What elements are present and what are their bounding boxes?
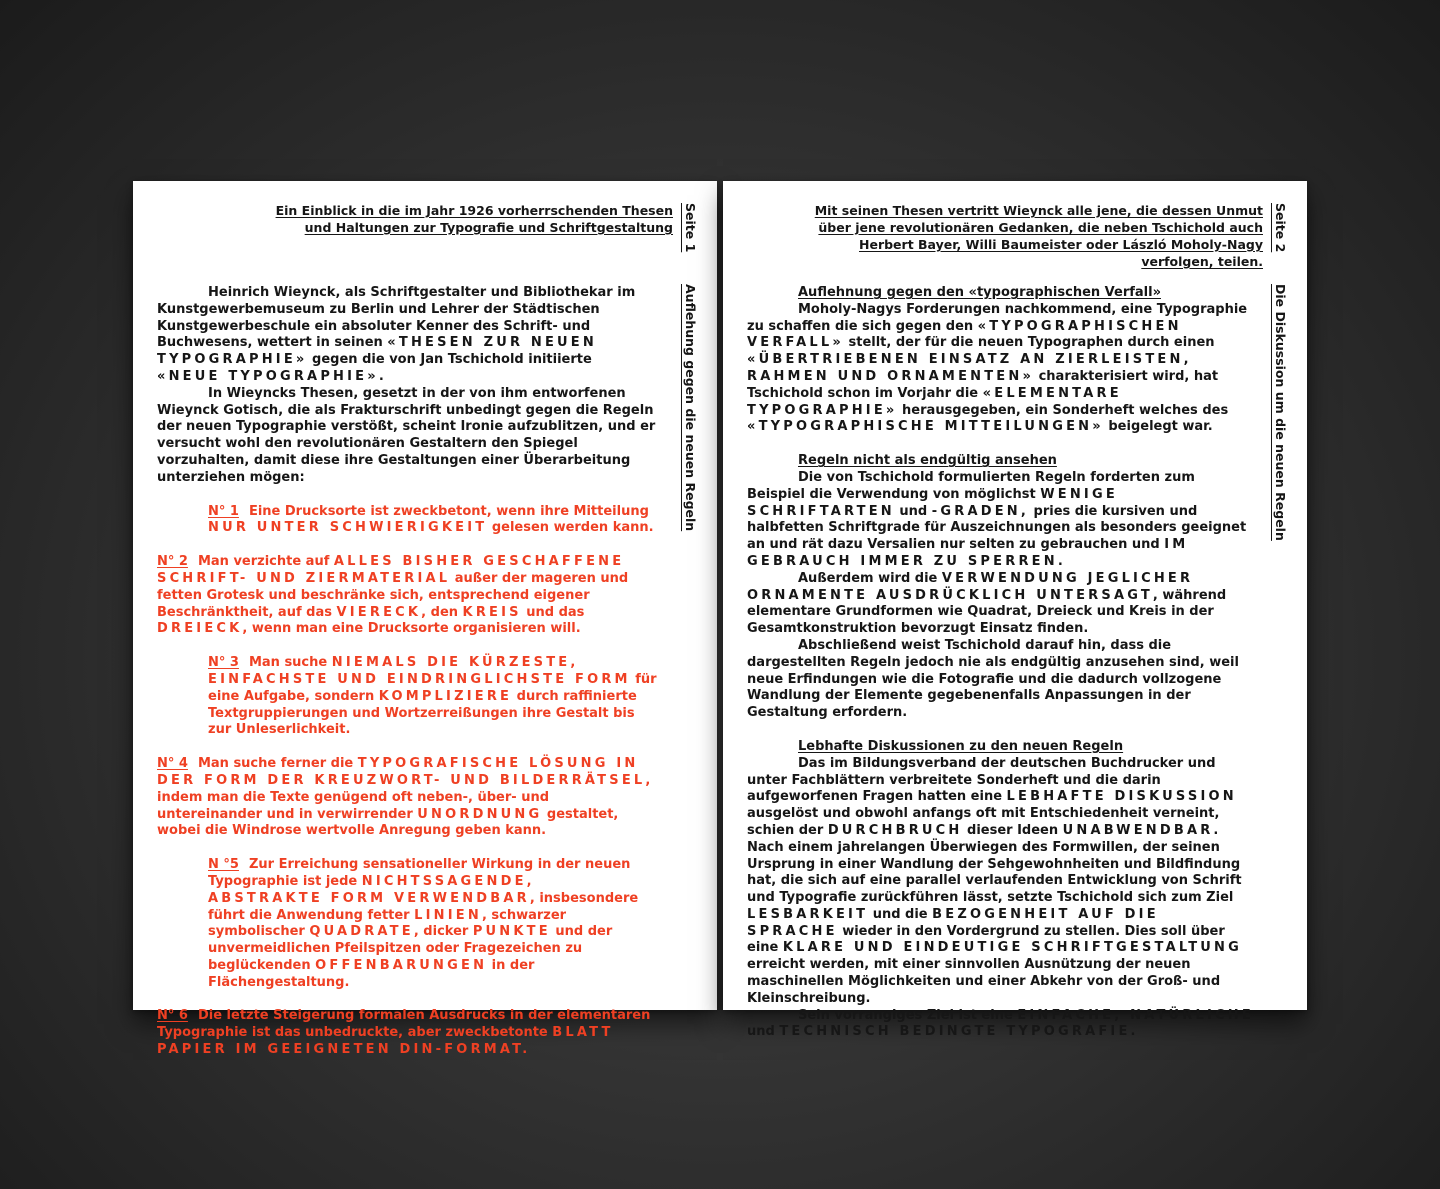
text-span: durch raffinierte Textgruppierungen und Wortzerreißungen ihre Gestalt bis zur Unleserlichkeit. [208, 688, 637, 738]
text-span: stellt, der für die neuen Typographen durch einen [843, 335, 1215, 351]
page-2 [723, 181, 1307, 1040]
text-span: , schwarzer symbolischer [208, 907, 567, 940]
text-span: wieder in den Vordergrund zu stellen. Dies soll über eine [747, 923, 1225, 956]
section-2-paragraph-1 [747, 470, 1255, 571]
spaced-term: UNABWENDBAR [1062, 822, 1214, 838]
thesis-2 [157, 554, 657, 638]
text-span: , wenn man eine Drucksorte organisieren will. [242, 621, 581, 637]
page-1 [133, 181, 717, 1058]
spaced-term: OFFENBARUNGEN [315, 957, 488, 973]
section-2-paragraph-3: Abschließend weist Tschichold darauf hin, dass die dargestellten Regeln jedoch nie als endgültig anzusehen sind, weil neue Erfindungen wie die Fotografie und die dadurch vollzogene Wandlung der Elemente gegebenenfalls Anpassungen in der Gestaltung erfordern. [747, 637, 1239, 721]
page-2-header: Mit seinen Thesen vertritt Wieynck alle jene, die dessen Unmut über jene revolutionären Gedanken, die neben Tschichold auch Herbert Bayer, Willi Baumeister oder László Moholy-Nagy verfolgen, teilen. [814, 203, 1263, 269]
text-span: und die [868, 906, 933, 922]
spaced-term: DURCHBRUCH [827, 822, 963, 838]
thesis-number: N° 2 [157, 554, 188, 570]
text-span: Sein vorrangiges Ziel ist eine [798, 1007, 1018, 1023]
text-span: , insbesondere führt die Anwendung fetter [208, 890, 639, 923]
page-1-side-title: Auflehung gegen die neuen Regeln [683, 284, 698, 532]
text-span: und das [521, 604, 585, 620]
spaced-term: KREIS [462, 604, 522, 620]
spaced-term: NICHTSSAGENDE, ABSTRAKTE FORM VERWENDBAR [208, 873, 535, 906]
thesis-5 [157, 857, 657, 991]
section-3-paragraph-2 [747, 1008, 1255, 1042]
page-1-header: Ein Einblick in die im Jahr 1926 vorherrschenden Thesen und Haltungen zur Typografie und Schriftgestaltung [275, 203, 673, 235]
text-span: gegen die von Jan Tschichold initiierte [307, 352, 592, 368]
page-1-number: Seite 1 [683, 203, 698, 253]
page-2-side-title: Die Diskussion um die neuen Regeln [1273, 284, 1288, 541]
spaced-term: VERWENDUNG JEGLICHER ORNAMENTE AUSDRÜCKLICH UNTERSAGT [747, 570, 1194, 603]
text-span: Die von Tschichold formulierten Regeln forderten zum Beispiel die Verwendung von möglichst [747, 469, 1195, 502]
text-span: in der Flächengestaltung. [208, 957, 535, 990]
spaced-term: DREIECK [157, 621, 243, 637]
page-1-body [157, 285, 657, 1059]
section-3-paragraph-1 [747, 756, 1255, 1008]
text-span: Zur Erreichung sensationeller Wirkung in der neuen Typographie ist jede [208, 857, 631, 889]
text-span: und [747, 1024, 780, 1040]
text-span: Außerdem wird die [798, 570, 942, 586]
spaced-term: IM GEBRAUCH IMMER ZU SPERREN. [747, 537, 1189, 569]
page-2-body [747, 285, 1255, 1041]
spaced-term: «TYPOGRAPHISCHE MITTEILUNGEN» [747, 419, 1104, 435]
text-span: und der unvermeidlichen Pfeilspitzen oder Fragezeichen zu beglückenden [208, 924, 613, 973]
spaced-term: «THESEN ZUR NEUEN TYPOGRAPHIE» [157, 335, 597, 368]
text-span: pries die kursiven und halbfetten Schriftgrade für Auszeichnungen als besonders geeignet an und rät dazu Versalien nur selten zu gebrauchen und [747, 503, 1247, 553]
text-span: ausgelöst und obwohl anfangs oft mit Entschiedenheit verneint, schien der [747, 806, 1220, 838]
spaced-term: EINFACHE, NATÜRLICHE [1017, 1007, 1254, 1023]
text-span: Man verzichte auf [197, 554, 334, 570]
thesis-number: N °5 [208, 857, 239, 873]
thesis-6 [157, 1008, 657, 1058]
text-span: Heinrich Wieynck, als Schriftgestalter und Bibliothekar im Kunstgewerbemuseum zu Berlin und Lehrer der Städtischen Kunstgewerbeschule ein absoluter Kenner des Schrift- und Buchwesens, wettert in seinen [157, 285, 636, 351]
text-span: , während elementare Grundformen wie Quadrat, Dreieck und Kreis in der Gesamtkonstruktion bevorzugt Einsatz finden. [747, 587, 1227, 637]
spaced-term: -GRADEN, [931, 503, 1029, 519]
intro-paragraph-2: In Wieyncks Thesen, gesetzt in der von ihm entworfenen Wieynck Gotisch, die als Frakturschrift unbedingt gegen die Regeln der neuen Typographie verstößt, scheint Ironie aufzublitzen, und er versucht wohl den revolutionären Gestaltern den Spiegel vorzuhalten, damit diese ihre Gestaltungen einer Überarbeitung unterziehen mögen: [157, 385, 656, 485]
thesis-number: N° 6 [157, 1008, 188, 1024]
intro-paragraph-1 [157, 285, 657, 386]
text-span: , indem man die Texte genügend oft neben-, über- und untereinander und in verwirrender [157, 772, 651, 822]
spaced-term: BEZOGENHEIT AUF DIE SPRACHE [747, 906, 1159, 939]
spaced-term: NUR UNTER SCHWIERIGKEIT [208, 520, 488, 536]
text-span: Die letzte Steigerung formalen Ausdrucks in der elementaren Typographie ist das unbedruckte, aber zweckbetonte [157, 1008, 651, 1041]
spaced-term: QUADRATE [309, 924, 414, 940]
section-1-paragraph [747, 302, 1255, 436]
thesis-1 [157, 504, 657, 538]
text-span: gelesen werden kann. [487, 520, 654, 536]
spaced-term: «ÜBERTRIEBENEN EINSATZ AN ZIERLEISTEN, RAHMEN UND ORNAMENTEN» [747, 352, 1192, 384]
text-span: dieser Ideen [962, 822, 1063, 838]
spaced-term: KOMPLIZIERE [378, 688, 513, 704]
thesis-3 [157, 655, 657, 739]
spaced-term: BLATT PAPIER IM GEEIGNETEN DIN-FORMAT. [157, 1025, 614, 1058]
spaced-term: «NEUE TYPOGRAPHIE». [157, 368, 387, 384]
text-span: . Nach einem jahrelangen Überwiegen des Formwillen, der seinen Ursprung in einer Wandlung der Sehgewohnheiten und Bildfindung hat, die sich auf eine parallel verlaufenden Entwicklung von Schrift und Typografie zurückführen lässt, setzte Tschichold sich zum Ziel [747, 822, 1242, 906]
spaced-term: NIEMALS DIE KÜRZESTE, EINFACHSTE UND EINDRINGLICHSTE FORM [208, 655, 631, 687]
text-span: außer der mageren und fetten Grotesk und beschränke sich, entsprechend eigener Beschränktheit, auf das [157, 570, 629, 620]
thesis-4 [157, 756, 657, 840]
thesis-number: N° 1 [208, 503, 239, 519]
page-2-number: Seite 2 [1273, 203, 1288, 253]
spaced-term: «ELEMENTARE TYPOGRAPHIE» [747, 385, 1122, 418]
section-2-title: Regeln nicht als endgültig ansehen [798, 453, 1057, 469]
text-span: Eine Drucksorte ist zweckbetont, wenn ihre Mitteilung [248, 503, 649, 519]
spaced-term: PUNKTE [472, 924, 551, 940]
text-span: Man suche [248, 655, 332, 671]
section-1-title: Auflehnung gegen den «typographischen Verfall» [798, 285, 1161, 300]
spaced-term: LESBARKEIT [747, 906, 869, 922]
text-span: beigelegt war. [1103, 419, 1213, 435]
spaced-term: LINIEN [414, 907, 482, 923]
spaced-term: TECHNISCH BEDINGTE TYPOGRAFIE. [779, 1024, 1139, 1040]
spaced-term: TYPOGRAFISCHE LÖSUNG IN DER FORM DER KREUZWORT- UND BILDERRÄTSEL [157, 756, 646, 788]
spaced-term: KLARE UND EINDEUTIGE SCHRIFTGESTALTUNG [782, 940, 1242, 956]
spaced-term: LEBHAFTE DISKUSSION [1006, 789, 1237, 805]
section-3-title: Lebhafte Diskussionen zu den neuen Regeln [798, 738, 1124, 754]
text-span: und [894, 503, 932, 519]
text-span: herausgegeben, ein Sonderheft welches des [897, 402, 1229, 418]
text-span: Man suche ferner die [197, 756, 358, 772]
spaced-term: UNORDNUNG [417, 806, 543, 822]
spaced-term: «TYPOGRAPHISCHEN VERFALL» [747, 318, 1182, 351]
thesis-number: N° 4 [157, 756, 188, 772]
spaced-term: WENIGE SCHRIFTARTEN [747, 486, 1118, 519]
spaced-term: VIERECK [336, 604, 422, 620]
text-span: für eine Aufgabe, sondern [208, 671, 657, 704]
text-span: , den [421, 604, 463, 620]
section-2-paragraph-2 [747, 571, 1255, 638]
text-span: Das im Bildungsverband der deutschen Buchdrucker und unter Fachblättern verbreitete Sonderheft und die darin aufgeworfenen Fragen hatten eine [747, 755, 1216, 805]
text-span: erreicht werden, mit einer sinnvollen Ausnützung der neuen maschinellen Möglichkeiten und einer Abkehr von der Groß- und Kleinschreibung. [747, 957, 1221, 1006]
text-span: charakterisiert wird, hat Tschichold schon im Vorjahr die [747, 368, 1219, 401]
text-span: Moholy-Nagys Forderungen nachkommend, eine Typographie zu schaffen die sich gegen den [747, 301, 1248, 334]
text-span: gestaltet, wobei die Windrose wertvolle Anregung geben kann. [157, 806, 619, 839]
text-span: , dicker [413, 924, 473, 940]
spaced-term: ALLES BISHER GESCHAFFENE SCHRIFT- UND ZIERMATERIAL [157, 554, 625, 586]
thesis-number: N° 3 [208, 655, 239, 671]
